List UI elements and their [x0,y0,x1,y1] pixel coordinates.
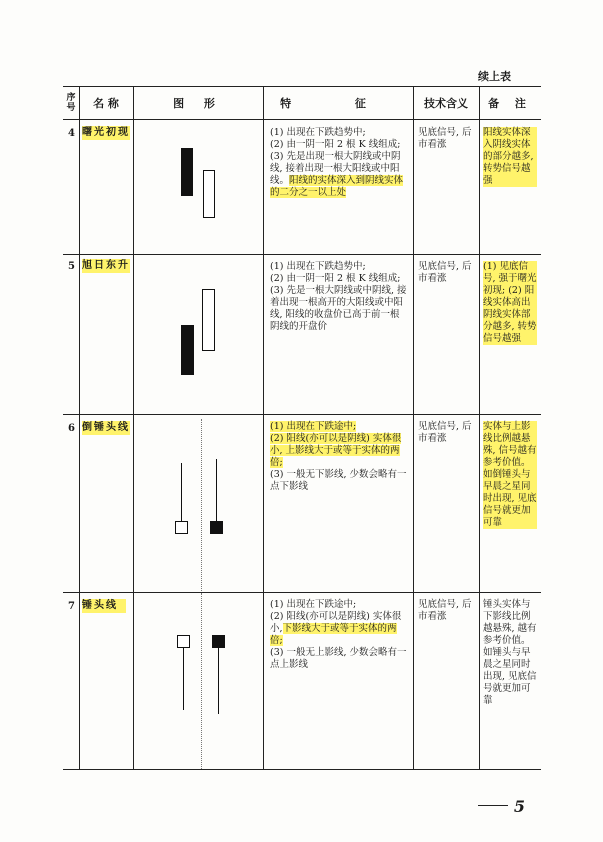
upper-shadow [181,463,182,521]
small-bullish-body [175,521,188,534]
small-bearish-body [210,521,223,534]
row-name: 曙光初现 [82,127,130,138]
feature-text: (1) 出现在下跌趋势中; (2) 由一阴一阳 2 根 K 线组成; (3) 先是出现一根大阴线或中阴线, 接着出现一根大阳线或中阳线。阳线的实体深入到阴线实体的二分之一以上处 [270,127,404,198]
bullish-candle [203,170,215,218]
note-text: 阳线实体深入阴线实体的部分越多, 转势信号越强 [483,127,537,187]
meaning-text: 见底信号, 后市看涨 [418,261,472,284]
feature-text: (1) 出现在下跌趋势中; (2) 由一阴一阳 2 根 K 线组成; (3) 先是一根大阴线或中阴线, 接着出现一根高开的大阳线或中阳线, 阳线的收盘价已高于前一根阴线的开盘价 [270,261,407,332]
bearish-candle [181,148,193,196]
feature-text: (1) 出现在下跌途中; (2) 阳线(亦可以是阴线) 实体很小, 上影线大于或等于实体的两倍; (3) 一般无下影线, 少数会略有一点下影线 [270,421,407,492]
bullish-candle [202,289,215,351]
page-number: 5 [513,797,525,816]
header-meaning: 技术含义 [424,97,468,110]
table-row [63,120,541,255]
divider [201,593,202,769]
note-text: 实体与上影线比例越悬殊, 信号越有参考价值。如倒锤头与早晨之星同时出现, 见底信号就更加可靠 [483,421,537,528]
header-note: 备 注 [488,97,532,110]
table-row [63,255,541,415]
header-name: 名 称 [93,97,119,110]
row-name: 锤头线 [82,599,126,613]
header-figure: 图 形 [173,97,223,110]
lower-shadow [218,648,219,714]
divider [201,419,202,591]
bearish-candle [181,325,194,375]
row-number: 5 [68,261,75,272]
meaning-text: 见底信号, 后市看涨 [418,421,472,444]
row-name: 旭日东升 [82,260,130,271]
feature-text: (1) 出现在下跌途中; (2) 阳线(亦可以是阴线) 实体很小,下影线大于或等于实体的两倍; (3) 一般无上影线, 少数会略有一点上影线 [270,599,407,670]
row-number: 6 [68,423,75,434]
small-bullish-body [177,635,190,648]
page-number-dash [478,805,508,806]
row-number: 4 [68,128,75,139]
table-row [63,415,541,593]
header-seq: 序号 [66,93,76,113]
note-text: (1) 见底信号, 强于曙光初现; (2) 阳线实体高出阴线实体部分越多, 转势信号越强 [483,261,537,344]
lower-shadow [183,648,184,710]
row-name: 倒锤头线 [82,422,130,433]
table-header [63,87,541,120]
row-number: 7 [68,601,75,612]
continued-label: 续上表 [478,70,511,83]
note-text: 锤头实体与下影线比例越悬殊, 越有参考价值。如锤头与早晨之星同时出现, 见底信号就更加可靠 [483,599,537,706]
meaning-text: 见底信号, 后市看涨 [418,127,472,150]
header-feature: 特 征 [280,97,396,110]
data-table [63,86,541,770]
meaning-text: 见底信号, 后市看涨 [418,599,472,622]
table-row [63,593,541,769]
small-bearish-body [212,635,225,648]
upper-shadow [216,459,217,521]
